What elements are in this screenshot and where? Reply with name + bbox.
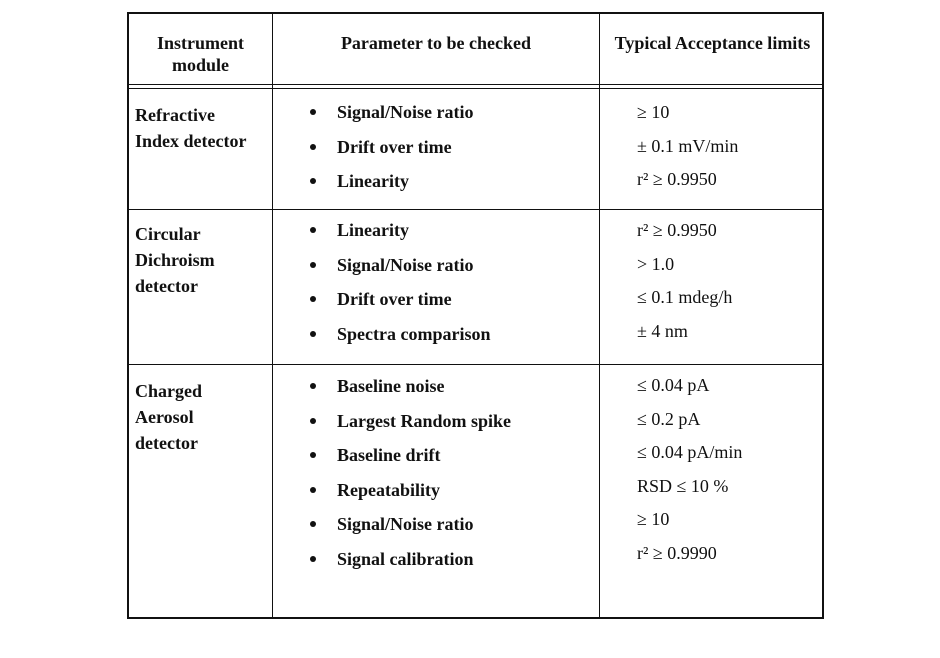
row-parameters-refractive-index	[304, 101, 594, 205]
parameter-label: Signal calibration	[337, 548, 474, 569]
list-item	[304, 513, 594, 548]
bullet-icon	[310, 331, 316, 337]
limit-value: ≥ 10	[637, 102, 670, 122]
row-divider	[129, 209, 822, 210]
list-item	[304, 444, 594, 479]
row-module-charged-aerosol: Charged Aerosol detector	[135, 381, 202, 453]
bullet-icon	[310, 227, 316, 233]
header-acceptance-limits: Typical Acceptance limits	[614, 33, 811, 53]
bullet-icon	[310, 487, 316, 493]
parameter-label: Repeatability	[337, 479, 440, 500]
bullet-icon	[310, 178, 316, 184]
row-limits-circular-dichroism	[637, 219, 817, 353]
header-parameter: Parameter to be checked	[340, 33, 532, 53]
bullet-icon	[310, 452, 316, 458]
row-parameters-charged-aerosol	[304, 375, 594, 582]
bullet-icon	[310, 521, 316, 527]
row-divider	[129, 364, 822, 365]
row-parameters-circular-dichroism	[304, 219, 594, 357]
parameter-label: Baseline drift	[337, 445, 441, 465]
list-item	[304, 101, 594, 136]
parameter-label: Signal/Noise ratio	[337, 514, 474, 534]
limit-value: r² ≥ 0.9950	[637, 169, 717, 189]
limit-value: r² ≥ 0.9950	[637, 220, 717, 240]
bullet-icon	[310, 383, 316, 389]
list-item	[304, 323, 594, 358]
list-item	[304, 136, 594, 171]
parameter-label: Signal/Noise ratio	[337, 102, 474, 122]
bullet-icon	[310, 556, 316, 562]
list-item	[304, 375, 594, 410]
parameter-label: Signal/Noise ratio	[337, 254, 474, 275]
header-instrument-module: Instrument module	[156, 33, 244, 75]
parameter-label: Largest Random spike	[337, 410, 512, 431]
parameter-label: Linearity	[337, 220, 409, 240]
list-item	[304, 288, 594, 323]
row-module-refractive-index: Refractive Index detector	[135, 105, 247, 151]
acceptance-limits-table	[127, 12, 824, 619]
limit-value: ≤ 0.04 pA	[637, 375, 710, 395]
limit-value: r² ≥ 0.9990	[637, 542, 717, 563]
limit-value: RSD ≤ 10 %	[637, 475, 729, 496]
bullet-icon	[310, 144, 316, 150]
column-divider	[272, 14, 273, 617]
limit-value: ± 0.1 mV/min	[637, 135, 739, 156]
parameter-label: Drift over time	[337, 136, 452, 157]
limit-value: > 1.0	[637, 253, 675, 274]
column-divider	[599, 14, 600, 617]
row-module-circular-dichroism: Circular Dichroism detector	[135, 224, 215, 296]
limit-value: ≥ 10	[637, 509, 670, 529]
limit-value: ≤ 0.04 pA/min	[637, 442, 743, 462]
parameter-label: Drift over time	[337, 289, 452, 309]
parameter-label: Baseline noise	[337, 376, 445, 396]
limit-value: ± 4 nm	[637, 320, 688, 341]
list-item	[304, 479, 594, 514]
parameter-label: Spectra comparison	[337, 323, 491, 344]
bullet-icon	[310, 418, 316, 424]
limit-value: ≤ 0.1 mdeg/h	[637, 287, 733, 307]
row-limits-charged-aerosol	[637, 374, 817, 575]
list-item	[304, 410, 594, 445]
parameter-label: Linearity	[337, 171, 409, 191]
list-item	[304, 548, 594, 583]
row-limits-refractive-index	[637, 101, 817, 202]
bullet-icon	[310, 262, 316, 268]
list-item	[304, 219, 594, 254]
bullet-icon	[310, 109, 316, 115]
header-divider	[129, 84, 822, 89]
limit-value: ≤ 0.2 pA	[637, 408, 701, 429]
bullet-icon	[310, 296, 316, 302]
list-item	[304, 170, 594, 205]
list-item	[304, 254, 594, 289]
